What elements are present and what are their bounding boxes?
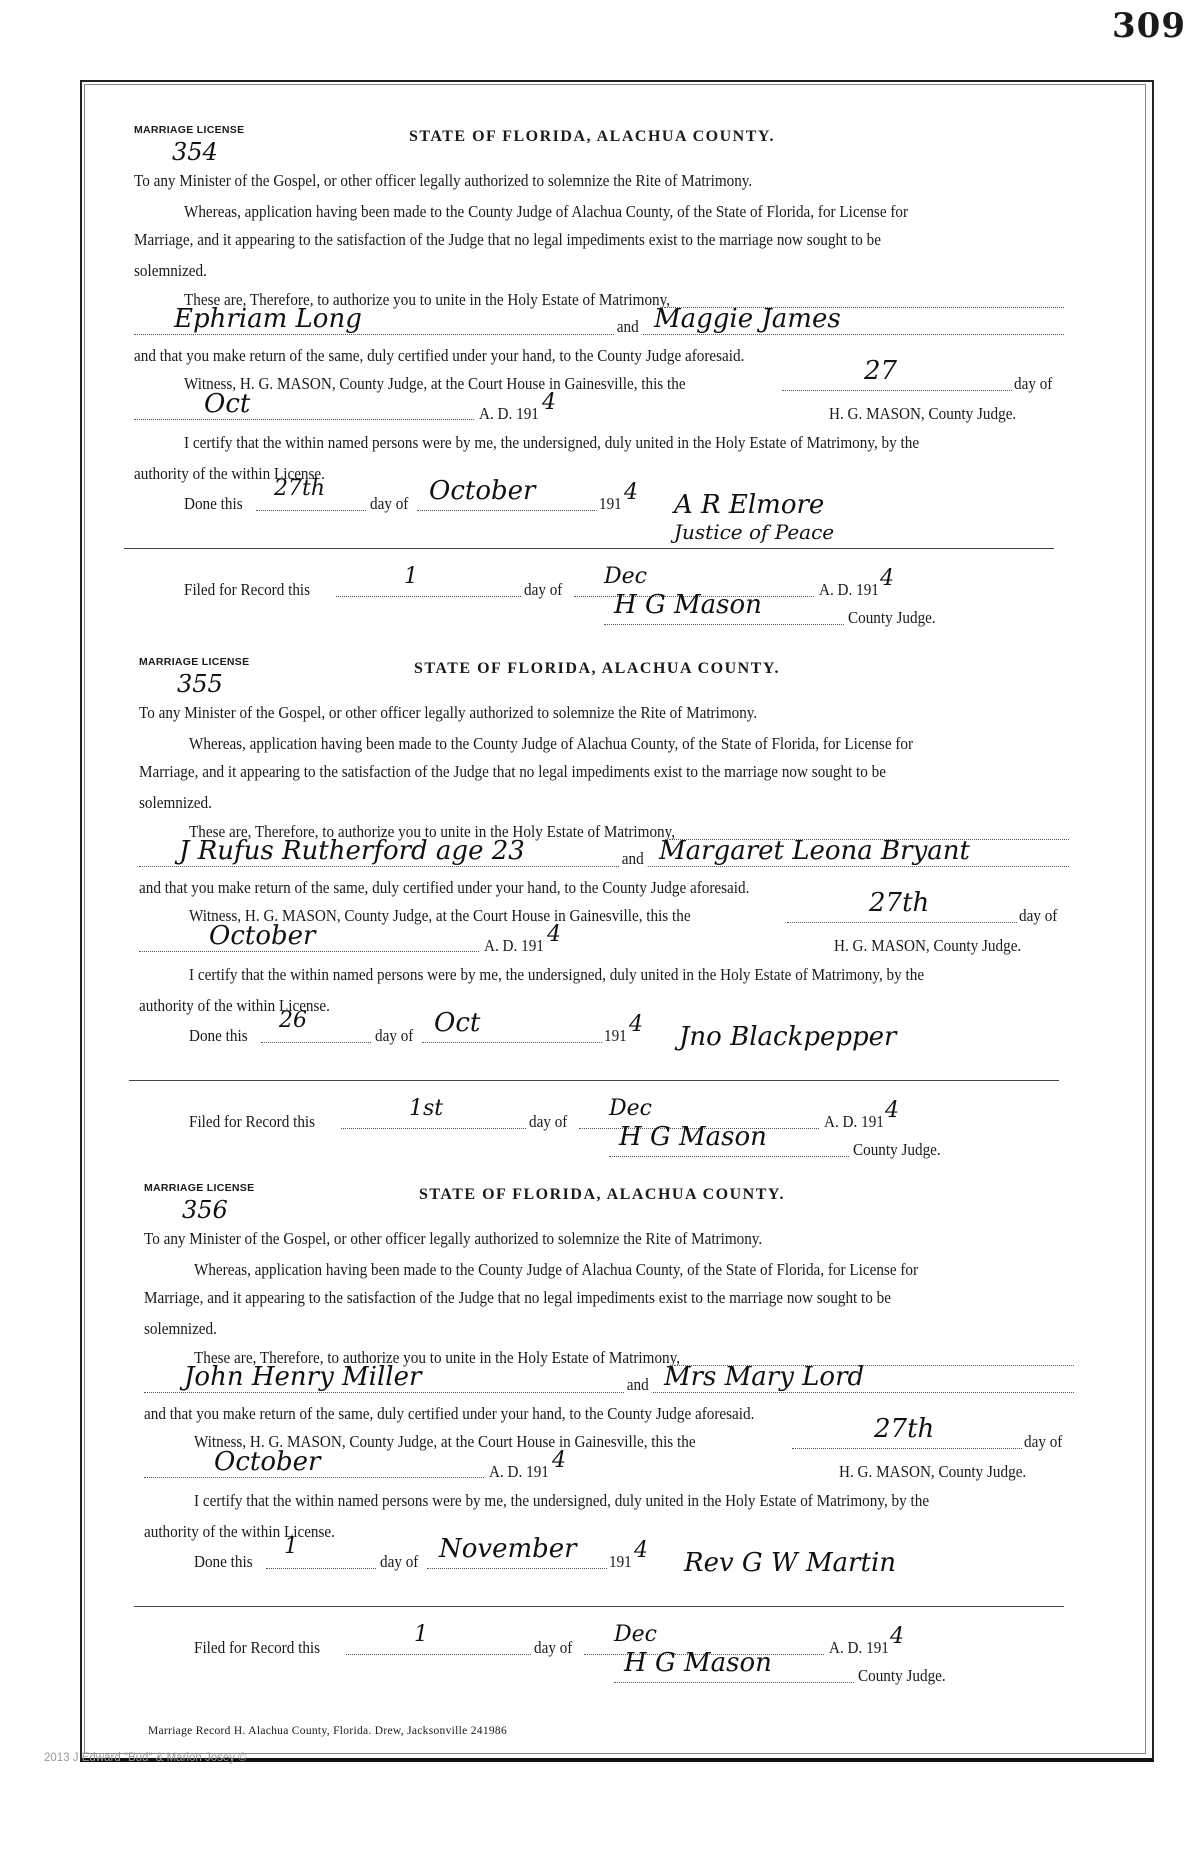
copyright-credit: 2013 J Edward "Bud" & Marion Josey ©: [44, 1752, 247, 1764]
certify-text: I certify that the within named persons were by me, the undersigned, duly united in the Holy Estate of Matrimony, by the: [194, 1491, 930, 1510]
judge-signature: H G Mason: [624, 1648, 772, 1678]
done-year: 4: [634, 1538, 648, 1563]
to-any-text: To any Minister of the Gospel, or other officer legally authorized to solemnize the Rite of Matrimony.: [139, 703, 758, 722]
judge-printed: H. G. MASON, County Judge.: [834, 936, 1022, 955]
judge-printed: H. G. MASON, County Judge.: [839, 1462, 1027, 1481]
judge-signature: H G Mason: [614, 590, 762, 620]
county-judge-text: County Judge.: [848, 608, 936, 627]
day-of-text: day of: [534, 1638, 573, 1657]
filed-month: Dec: [614, 1622, 657, 1647]
day-of-text: day of: [524, 580, 563, 599]
done-year: 4: [629, 1012, 643, 1037]
solemnized-text: solemnized.: [139, 793, 212, 812]
day-of-text: day of: [1019, 906, 1058, 925]
license-number: 354: [172, 138, 218, 166]
witness-day: 27th: [874, 1414, 935, 1444]
day-of-text: day of: [380, 1552, 419, 1571]
witness-year: 4: [552, 1448, 566, 1473]
officiant-signature: Rev G W Martin: [684, 1548, 896, 1578]
filed-text: Filed for Record this: [189, 1112, 316, 1131]
license-label: MARRIAGE LICENSE: [134, 124, 245, 136]
certify-text: I certify that the within named persons were by me, the undersigned, duly united in the Holy Estate of Matrimony, by the: [184, 433, 920, 452]
filed-text: Filed for Record this: [184, 580, 311, 599]
day-of-text: day of: [370, 494, 409, 513]
marriage-text: Marriage, and it appearing to the satisfaction of the Judge that no legal impediments exist to the marriage now sought to be: [139, 762, 886, 781]
whereas-text: Whereas, application having been made to the County Judge of Alachua County, of the State of Florida, for License for: [189, 734, 914, 753]
witness-month: Oct: [204, 389, 251, 419]
and-that-text: and that you make return of the same, duly certified under your hand, to the County Judge aforesaid.: [144, 1404, 755, 1423]
filed-day: 1: [404, 564, 418, 589]
solemnized-text: solemnized.: [134, 261, 207, 280]
state-heading: STATE OF FLORIDA, ALACHUA COUNTY.: [409, 128, 775, 145]
done-this-text: Done this: [189, 1026, 248, 1045]
day-of-text: day of: [375, 1026, 414, 1045]
and-that-text: and that you make return of the same, duly certified under your hand, to the County Judge aforesaid.: [139, 878, 750, 897]
filed-day: 1st: [409, 1096, 444, 1121]
ad-text: A. D. 191: [819, 580, 879, 599]
groom-name: John Henry Miller: [184, 1362, 422, 1392]
done-year: 4: [624, 480, 638, 505]
and-that-text: and that you make return of the same, duly certified under your hand, to the County Judge aforesaid.: [134, 346, 745, 365]
marriage-text: Marriage, and it appearing to the satisfaction of the Judge that no legal impediments exist to the marriage now sought to be: [134, 230, 881, 249]
marriage-text: Marriage, and it appearing to the satisfaction of the Judge that no legal impediments exist to the marriage now sought to be: [144, 1288, 891, 1307]
filed-month: Dec: [609, 1096, 652, 1121]
witness-month: October: [214, 1447, 321, 1477]
filed-year: 4: [880, 566, 894, 591]
license-label: MARRIAGE LICENSE: [139, 656, 250, 668]
license-label: MARRIAGE LICENSE: [144, 1182, 255, 1194]
state-heading: STATE OF FLORIDA, ALACHUA COUNTY.: [419, 1186, 785, 1203]
license-number: 355: [177, 670, 223, 698]
filed-year: 4: [885, 1098, 899, 1123]
filed-year: 4: [890, 1624, 904, 1649]
authority-text: authority of the within License.: [144, 1522, 335, 1541]
year-prefix: 191: [609, 1552, 632, 1571]
witness-year: 4: [542, 390, 556, 415]
witness-month: October: [209, 921, 316, 951]
filed-day: 1: [414, 1622, 428, 1647]
certify-text: I certify that the within named persons were by me, the undersigned, duly united in the Holy Estate of Matrimony, by the: [189, 965, 925, 984]
witness-year: 4: [547, 922, 561, 947]
groom-name: J Rufus Rutherford age 23: [179, 836, 525, 866]
officiant-signature: A R Elmore: [674, 490, 825, 520]
divider: [129, 1080, 1059, 1081]
form-footer: Marriage Record H. Alachua County, Florida. Drew, Jacksonville 241986: [148, 1725, 508, 1737]
officiant-title: Justice of Peace: [674, 520, 835, 544]
and-text: and: [614, 317, 641, 337]
done-day: 26: [279, 1008, 307, 1033]
officiant-signature: Jno Blackpepper: [679, 1022, 897, 1052]
and-text: and: [619, 849, 646, 869]
done-month: Oct: [434, 1008, 481, 1038]
witness-text: Witness, H. G. MASON, County Judge, at the Court House in Gainesville, this the: [194, 1432, 696, 1451]
ad-text: A. D. 191: [824, 1112, 884, 1131]
done-day: 27th: [274, 476, 326, 501]
marriage-license-section: [139, 656, 1079, 1176]
license-number: 356: [182, 1196, 228, 1224]
divider: [134, 1606, 1064, 1607]
marriage-license-section: [144, 1182, 1084, 1702]
witness-day: 27th: [869, 888, 930, 918]
ad-text: A. D. 191: [829, 1638, 889, 1657]
witness-text: Witness, H. G. MASON, County Judge, at the Court House in Gainesville, this the: [189, 906, 691, 925]
bride-name: Margaret Leona Bryant: [659, 836, 970, 866]
year-prefix: 191: [599, 494, 622, 513]
marriage-license-section: [134, 124, 1074, 644]
done-month: November: [439, 1534, 577, 1564]
witness-text: Witness, H. G. MASON, County Judge, at the Court House in Gainesville, this the: [184, 374, 686, 393]
ad-text: A. D. 191: [489, 1462, 549, 1481]
these-are-text: These are, Therefore, to authorize you to unite in the Holy Estate of Matrimony,: [184, 290, 671, 309]
bride-name: Maggie James: [654, 304, 841, 334]
solemnized-text: solemnized.: [144, 1319, 217, 1338]
and-text: and: [624, 1375, 651, 1395]
these-are-text: These are, Therefore, to authorize you to unite in the Holy Estate of Matrimony,: [189, 822, 676, 841]
day-of-text: day of: [1024, 1432, 1063, 1451]
to-any-text: To any Minister of the Gospel, or other officer legally authorized to solemnize the Rite of Matrimony.: [144, 1229, 763, 1248]
ad-text: A. D. 191: [479, 404, 539, 423]
judge-signature: H G Mason: [619, 1122, 767, 1152]
filed-month: Dec: [604, 564, 647, 589]
to-any-text: To any Minister of the Gospel, or other officer legally authorized to solemnize the Rite of Matrimony.: [134, 171, 753, 190]
done-day: 1: [284, 1534, 298, 1559]
whereas-text: Whereas, application having been made to the County Judge of Alachua County, of the State of Florida, for License for: [184, 202, 909, 221]
page-number: 309: [1112, 6, 1186, 46]
these-are-text: These are, Therefore, to authorize you to unite in the Holy Estate of Matrimony,: [194, 1348, 681, 1367]
whereas-text: Whereas, application having been made to the County Judge of Alachua County, of the State of Florida, for License for: [194, 1260, 919, 1279]
authority-text: authority of the within License.: [139, 996, 330, 1015]
year-prefix: 191: [604, 1026, 627, 1045]
county-judge-text: County Judge.: [858, 1666, 946, 1685]
witness-day: 27: [864, 356, 898, 386]
authority-text: authority of the within License.: [134, 464, 325, 483]
done-this-text: Done this: [184, 494, 243, 513]
groom-name: Ephriam Long: [174, 304, 362, 334]
county-judge-text: County Judge.: [853, 1140, 941, 1159]
done-month: October: [429, 476, 536, 506]
ad-text: A. D. 191: [484, 936, 544, 955]
day-of-text: day of: [529, 1112, 568, 1131]
done-this-text: Done this: [194, 1552, 253, 1571]
judge-printed: H. G. MASON, County Judge.: [829, 404, 1017, 423]
state-heading: STATE OF FLORIDA, ALACHUA COUNTY.: [414, 660, 780, 677]
filed-text: Filed for Record this: [194, 1638, 321, 1657]
divider: [124, 548, 1054, 549]
bride-name: Mrs Mary Lord: [664, 1362, 865, 1392]
day-of-text: day of: [1014, 374, 1053, 393]
